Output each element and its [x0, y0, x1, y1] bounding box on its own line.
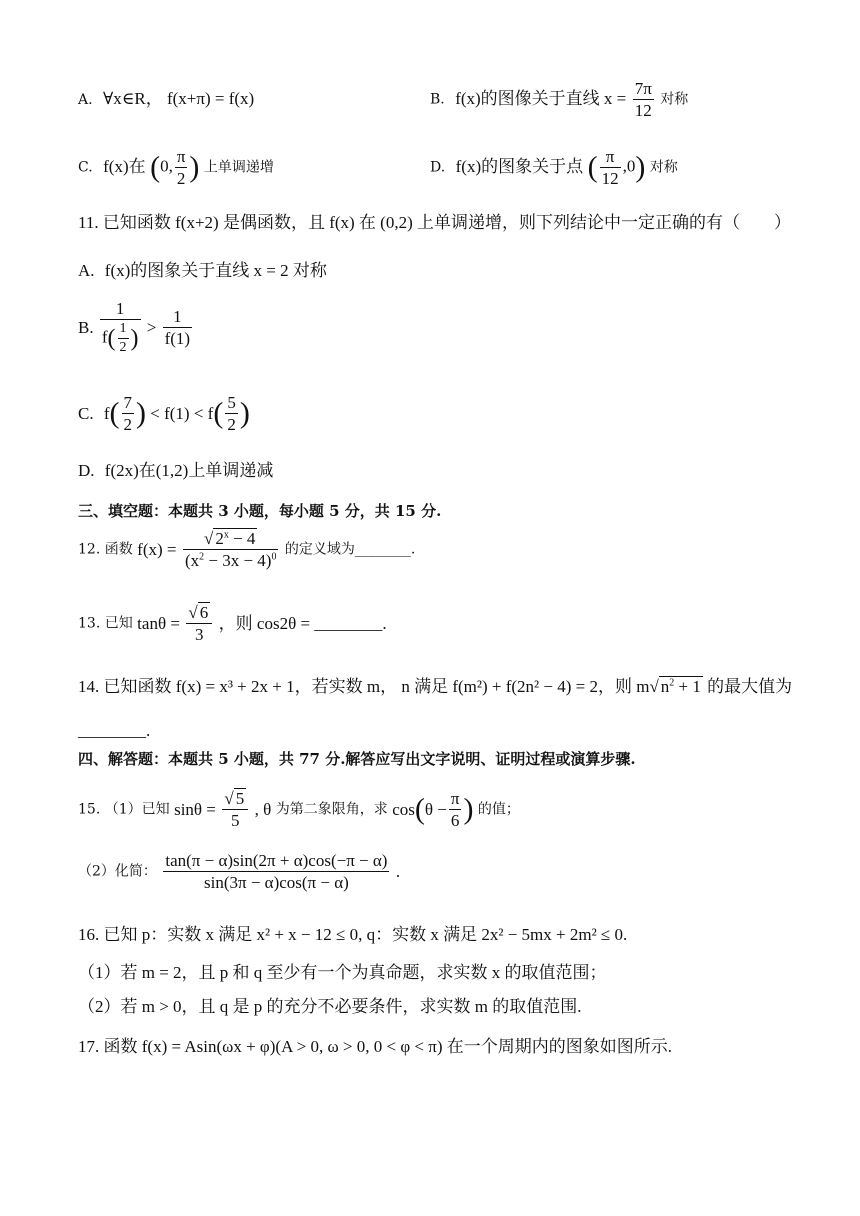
paren-left: ( — [150, 150, 161, 184]
zero: ,0 — [622, 156, 636, 176]
domain-fraction — [183, 530, 279, 569]
numerator: 1 — [163, 308, 192, 328]
numerator: √ 5 — [222, 790, 248, 810]
option-text-end: 上单调递增 — [203, 159, 274, 176]
m-sqrt-expr: m√ $n^2 + 1$ — [636, 677, 701, 696]
paren-left: ( — [587, 150, 598, 184]
q10-option-c — [78, 148, 274, 187]
option-text: f(x)在 — [103, 156, 146, 176]
paren-right: ) — [635, 150, 646, 184]
option-text-end: 对称 — [660, 91, 689, 108]
option-text-end: 对称 — [649, 159, 678, 176]
q17-stem: 17. 函数 f(x) = Asin(ωx + φ)(A > 0, ω > 0, 0 < φ < π) 在一个周期内的图象如图所示. — [78, 1037, 673, 1056]
greater-than: > — [146, 318, 157, 337]
question-suffix: ，则 cos2θ = ________. — [218, 614, 387, 633]
option-label: B. — [430, 91, 445, 108]
option-text: f(2x)在(1,2)上单调递减 — [104, 461, 274, 480]
option-label: A. — [78, 261, 95, 280]
fraction-left — [100, 300, 141, 355]
numerator: √ $2^x - 4$ — [183, 530, 279, 550]
question-prefix: 15. （1）已知 — [78, 801, 170, 818]
question-prefix: （2）化简： — [78, 863, 157, 880]
fraction — [175, 148, 188, 187]
theta-comma: , θ — [254, 800, 272, 819]
denominator: 12 — [601, 169, 619, 188]
zero: 0, — [160, 156, 173, 176]
question-suffix: 的定义域为________. — [284, 541, 416, 558]
q15-part2 — [78, 852, 400, 891]
q11-stem: 11. 已知函数 f(x+2) 是偶函数，且 f(x) 在 (0,2) 上单调递增，则下列结论中一定正确的有（ ） — [78, 213, 791, 232]
denominator: 3 — [195, 625, 204, 644]
q10-option-a — [78, 90, 254, 107]
denominator: $(x^2 - 3x - 4)^0$ — [184, 551, 277, 570]
option-label: C. — [78, 159, 93, 176]
q11-option-a — [78, 262, 327, 279]
option-label: D. — [78, 461, 95, 480]
tan-theta: tanθ = — [137, 614, 180, 633]
option-label: A. — [78, 92, 93, 108]
option-text: ∀x∈R， f(x+π) = f(x) — [103, 89, 255, 108]
cos-expr: cos — [392, 800, 415, 819]
q12 — [78, 530, 415, 569]
question-prefix: 12. 函数 — [78, 541, 133, 558]
q11-option-c: C. f( $\frac{7}{2}$ ) < f(1) < f( $\frac{5}{2}$ ) — [78, 393, 250, 434]
option-label: B. — [78, 318, 94, 337]
numerator: 7π — [634, 79, 652, 98]
denominator: f(1) — [164, 329, 191, 348]
q15-part1: 15. （1）已知 sinθ = $\frac{√ 5}{5}$ , θ 为第二象限角，求 cos(θ − $\frac{\pi}{6}$ ) 的值； — [78, 789, 520, 830]
q10-option-d — [430, 148, 678, 187]
q16-part2: （2）若 m > 0，且 q 是 p 的充分不必要条件，求实数 m 的取值范围. — [78, 997, 582, 1016]
section-heading-answer: 四、解答题：本题共 5 小题，共 77 分.解答应写出文字说明、证明过程或演算步骤. — [78, 750, 636, 768]
numerator: √ 6 — [186, 604, 212, 624]
option-label: D. — [430, 159, 446, 176]
paren-right: ) — [189, 150, 200, 184]
numerator: π — [176, 147, 186, 166]
q16-part1: （1）若 m = 2，且 p 和 q 至少有一个为真命题，求实数 x 的取值范围； — [78, 963, 607, 982]
question-mid: 为第二象限角，求 — [275, 801, 388, 818]
tan-fraction — [186, 604, 212, 643]
q14-line2: ________. — [78, 721, 151, 740]
sin-fraction — [222, 790, 248, 829]
denominator: 2 — [176, 169, 186, 188]
fraction-right — [163, 308, 192, 347]
question-suffix: 的值； — [477, 801, 520, 818]
denominator: sin(3π − α)cos(π − α) — [204, 873, 349, 892]
q10-option-b — [430, 80, 688, 119]
numerator: 1 — [100, 300, 141, 320]
fraction — [600, 148, 621, 187]
option-text: f(x)的图象关于点 — [455, 156, 584, 176]
denominator: 5 — [231, 811, 240, 830]
q11-option-d — [78, 462, 273, 479]
q14-line1 — [78, 678, 792, 695]
option-text: f(x)的图象关于直线 x = 2 对称 — [104, 261, 327, 280]
question-text: 14. 已知函数 f(x) = x³ + 2x + 1，若实数 m， n 满足 f(m²) + f(2n² − 4) = 2，则 — [78, 677, 632, 696]
question-text-end: 的最大值为 — [707, 677, 793, 696]
q13 — [78, 604, 387, 643]
sin-theta: sinθ = — [174, 800, 216, 819]
simplify-fraction — [163, 852, 389, 891]
section-heading-fill-in: 三、填空题：本题共 3 小题，每小题 5 分，共 15 分. — [78, 502, 442, 520]
fraction — [633, 80, 654, 119]
numerator: tan(π − α)sin(2π + α)cos(−π − α) — [165, 851, 388, 870]
period: . — [395, 862, 401, 881]
numerator: π — [600, 148, 621, 168]
q16-stem: 16. 已知 p：实数 x 满足 x² + x − 12 ≤ 0, q：实数 x 满足 2x² − 5mx + 2m² ≤ 0. — [78, 925, 628, 944]
option-text: f(x)的图像关于直线 x = — [455, 88, 627, 108]
denominator: f( $\frac{1}{2}$ ) — [101, 321, 139, 355]
q11-option-b — [78, 300, 194, 355]
function-name: f(x) = — [137, 540, 177, 559]
question-prefix: 13. 已知 — [78, 615, 133, 632]
option-label: C. — [78, 404, 94, 423]
denominator: 12 — [634, 101, 652, 120]
